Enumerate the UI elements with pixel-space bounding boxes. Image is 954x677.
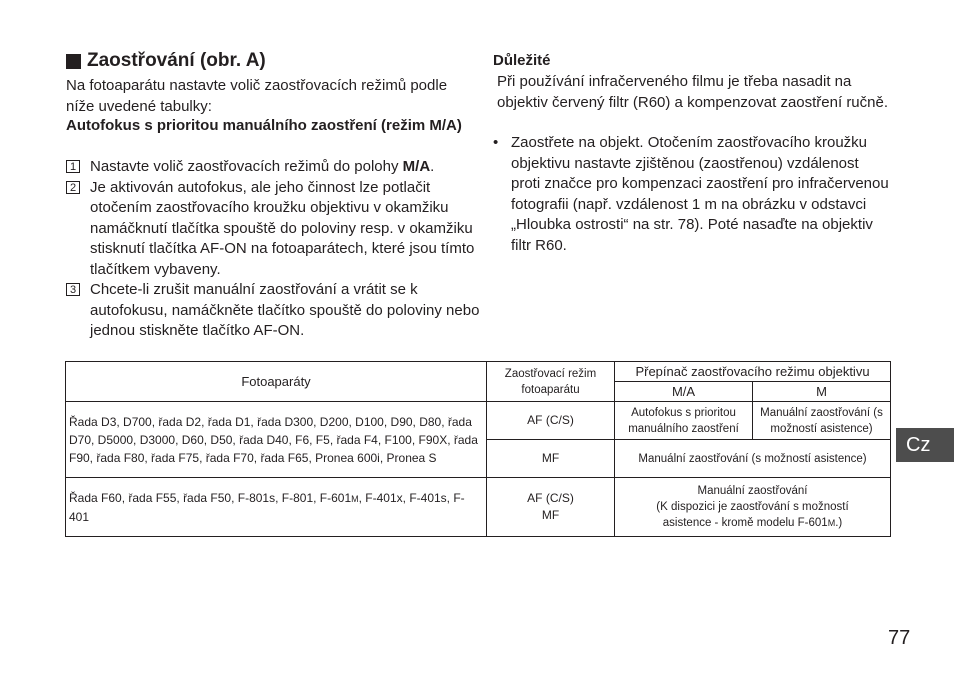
header-ma: M/A xyxy=(615,382,753,402)
step-2-text: Je aktivován autofokus, ale jeho činnost lze potlačit otočením zaostřovacího kroužku objektivu v okamžiku namáčknutí tlačítka spouště do poloviny resp. v okamžiku stisknutí tlačítka AF-ON na fotoaparátech, které jsou tímto tlačítkem vybaveny. xyxy=(90,178,475,278)
header-lens-switch: Přepínač zaostřovacího režimu objektivu xyxy=(615,362,891,382)
header-m: M xyxy=(753,382,891,402)
section-title-text: Zaostřování (obr. A) xyxy=(87,50,266,71)
group2-mode: AF (C/S) MF xyxy=(487,478,615,537)
group1-cameras: Řada D3, D700, řada D2, řada D1, řada D300, D200, D100, D90, D80, řada D70, D5000, D3000, D60, D50, řada D40, F6, F5, řada F4, F100, F90X, řada F90, řada F80, řada F75, řada F70, řada F65, Pronea 600i, Pronea S xyxy=(66,402,487,478)
section-title xyxy=(66,50,266,72)
square-bullet-icon xyxy=(66,54,81,69)
step-number-1: 1 xyxy=(66,160,80,173)
language-tab: Cz xyxy=(896,428,954,462)
group2-cameras: Řada F60, řada F55, řada F50, F-801s, F-801, F-601M, F-401x, F-401s, F-401 xyxy=(66,478,487,537)
focus-mode-table xyxy=(65,361,891,537)
step-1 xyxy=(66,157,496,178)
page-number: 77 xyxy=(888,627,911,649)
group2-result: Manuální zaostřování (K dispozici je zaostřování s možností asistence - kromě modelu F-601M.) xyxy=(615,478,891,537)
steps-list xyxy=(66,157,496,342)
step-1-text: Nastavte volič zaostřovacích režimů do polohy M/A. xyxy=(90,158,435,175)
step-2 xyxy=(66,178,496,281)
group1-af-ma: Autofokus s prioritou manuálního zaostření xyxy=(615,402,753,440)
important-heading: Důležité xyxy=(493,52,551,69)
important-bullet-text: Zaostřete na objekt. Otočením zaostřovacího kroužku objektivu nastavte zjištěnou (zaostřenou) vzdálenost proti značce pro kompenzaci zaostření pro infračervenou fotografii (např. vzdálenost 1 m na obrázku v odstavci „Hloubka ostrosti“ na str. 78). Poté nasaďte na objektiv filtr R60. xyxy=(511,134,889,254)
important-bullet xyxy=(489,133,892,256)
subheading: Autofokus s prioritou manuálního zaostření (režim M/A) xyxy=(66,117,462,134)
group1-af-mode: AF (C/S) xyxy=(487,402,615,440)
group1-mf-mode: MF xyxy=(487,440,615,478)
header-cameras: Fotoaparáty xyxy=(66,362,487,402)
group1-mf-result: Manuální zaostřování (s možností asistence) xyxy=(615,440,891,478)
step-3-text: Chcete-li zrušit manuální zaostřování a vrátit se k autofokusu, namáčkněte tlačítko spouště do poloviny nebo jednou stiskněte tlačítko AF-ON. xyxy=(90,281,480,339)
bullet-icon: • xyxy=(493,134,499,151)
step-3 xyxy=(66,280,496,342)
header-camera-mode: Zaostřovací režim fotoaparátu xyxy=(487,362,615,402)
step-number-2: 2 xyxy=(66,181,80,194)
step-number-3: 3 xyxy=(66,283,80,296)
intro-text: Na fotoaparátu nastavte volič zaostřovacích režimů podle níže uvedené tabulky: xyxy=(66,77,448,115)
group1-af-m: Manuální zaostřování (s možností asistence) xyxy=(753,402,891,440)
important-text: Při používání infračerveného filmu je třeba nasadit na objektiv červený filtr (R60) a kompenzovat zaostření ručně. xyxy=(497,73,889,111)
